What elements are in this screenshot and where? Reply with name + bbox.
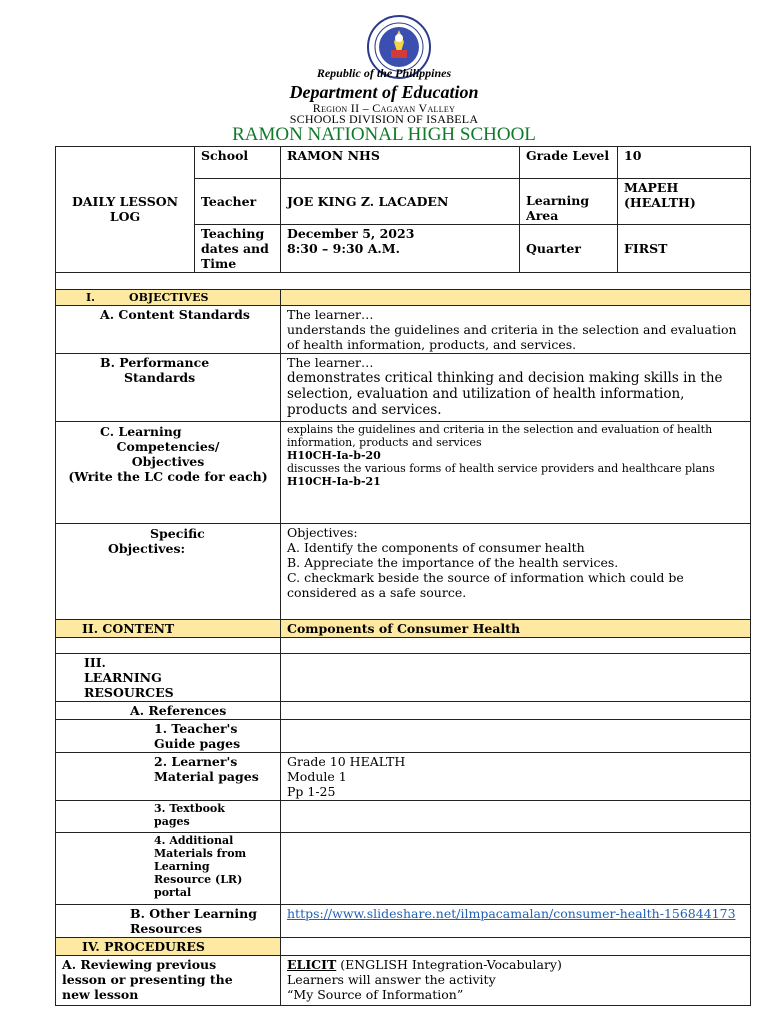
other-resources-row (56, 905, 751, 938)
dates-value (281, 225, 520, 273)
learners-material-row (56, 753, 751, 801)
other-resources-label: B. Other Learning Resources (56, 905, 281, 938)
quarter-value: FIRST (618, 225, 751, 273)
content-standards-label: A. Content Standards (56, 306, 281, 354)
learning-competencies-row (56, 422, 751, 524)
slideshare-link[interactable]: https://www.slideshare.net/ilmpacamalan/consumer-health-156844173 (287, 906, 736, 921)
objectives-heading: I. OBJECTIVES (56, 290, 281, 306)
division-line: SCHOOLS DIVISION OF ISABELA (289, 112, 479, 126)
date-value: December 5, 2023 (287, 226, 415, 241)
textbook-row (56, 801, 751, 833)
grade-value: 10 (618, 147, 751, 179)
performance-standards-label: B. Performance Standards (56, 354, 281, 422)
references-row (56, 702, 751, 720)
region-line: Region II – Cagayan Valley (312, 101, 456, 115)
procedure-a-value: ELICIT (ENGLISH Integration-Vocabulary) Learners will answer the activity “My Source of Information” (281, 956, 751, 1006)
area-label: Learning Area (520, 179, 618, 225)
learning-competencies-value: explains the guidelines and criteria in the selection and evaluation of health information, products and services H10CH-Ia-b-20 discusses the various forms of health service providers and healthcare plans H10CH-Ia-b-21 (281, 422, 751, 524)
content-row (56, 620, 751, 638)
content-standards-row (56, 306, 751, 354)
teacher-label: Teacher (195, 179, 281, 225)
grade-label: Grade Level (520, 147, 618, 179)
time-value: 8:30 – 9:30 A.M. (287, 241, 400, 256)
specific-objectives-label: Specific Objectives: (56, 524, 281, 620)
specific-objectives-value: Objectives: A. Identify the components of consumer health B. Appreciate the importance of the health services. C. checkmark beside the source of information which could be considered as a safe source. (281, 524, 751, 620)
department-title: Department of Education (289, 82, 479, 102)
specific-objectives-row (56, 524, 751, 620)
content-standards-value: The learner… understands the guidelines and criteria in the selection and evaluation of health information, products, and services. (281, 306, 751, 354)
content-label: II. CONTENT (56, 620, 281, 638)
procedure-a-row (56, 956, 751, 1006)
textbook-label: 3. Textbook pages (56, 801, 281, 833)
objectives-heading-row (56, 290, 751, 306)
teachers-guide-row (56, 720, 751, 753)
info-row-school (56, 147, 751, 179)
learners-material-label: 2. Learner's Material pages (56, 753, 281, 801)
dll-title: DAILY LESSON LOG (56, 147, 195, 273)
school-value: RAMON NHS (281, 147, 520, 179)
daily-lesson-log-table (55, 146, 751, 1006)
learning-resources-row (56, 654, 751, 702)
additional-materials-row (56, 833, 751, 905)
procedures-label: IV. PROCEDURES (56, 938, 281, 956)
references-label: A. References (56, 702, 281, 720)
procedure-a-label: A. Reviewing previous lesson or presenting the new lesson (56, 956, 281, 1006)
learners-material-value: Grade 10 HEALTH Module 1 Pp 1-25 (281, 753, 751, 801)
spacer-row (56, 273, 751, 290)
republic-line: Republic of the Philippines (316, 66, 452, 80)
teachers-guide-label: 1. Teacher's Guide pages (56, 720, 281, 753)
spacer-row-2 (56, 638, 751, 654)
performance-standards-value: The learner… demonstrates critical thinking and decision making skills in the selection, evaluation and utilization of health information, products and services. (281, 354, 751, 422)
area-value: MAPEH (HEALTH) (618, 179, 751, 225)
content-value: Components of Consumer Health (281, 620, 751, 638)
performance-standards-row (56, 354, 751, 422)
additional-materials-label: 4. Additional Materials from Learning Resource (LR) portal (56, 833, 281, 905)
dates-label: Teaching dates and Time (195, 225, 281, 273)
school-label: School (195, 147, 281, 179)
teacher-value: JOE KING Z. LACADEN (281, 179, 520, 225)
other-resources-value (281, 905, 751, 938)
learning-competencies-label: C. Learning Competencies/ Objectives (Write the LC code for each) (56, 422, 281, 524)
quarter-label: Quarter (520, 225, 618, 273)
learning-resources-label: III. LEARNING RESOURCES (56, 654, 281, 702)
procedures-heading-row (56, 938, 751, 956)
school-name: RAMON NATIONAL HIGH SCHOOL (232, 124, 536, 145)
